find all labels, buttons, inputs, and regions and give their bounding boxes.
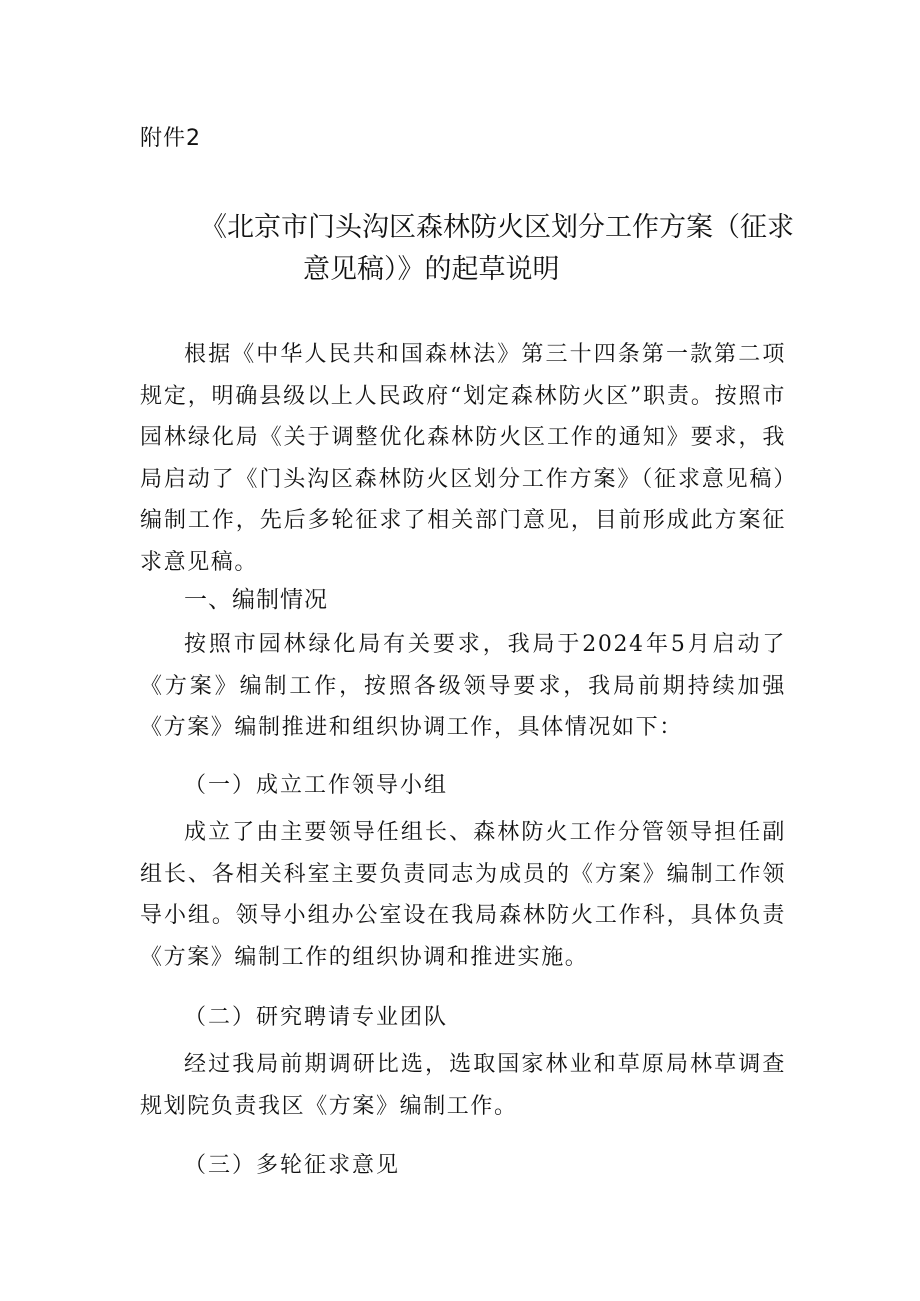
subsection-paragraph-2: 经过我局前期调研比选，选取国家林业和草原局林草调查规划院负责我区《方案》编制工作。 — [140, 1052, 786, 1119]
section-heading-compilation: 一、编制情况 — [184, 587, 328, 613]
compilation-paragraph: 按照市园林绿化局有关要求，我局于2024年5月启动了《方案》编制工作，按照各级领导要求，我局前期持续加强《方案》编制推进和组织协调工作，具体情况如下： — [140, 632, 786, 740]
subsection-heading-3: （三）多轮征求意见 — [184, 1153, 401, 1178]
attachment-label: 附件2 — [140, 126, 201, 151]
document-title-line-1: 《北京市门头沟区森林防火区划分工作方案（征求 — [200, 212, 794, 243]
subsection-heading-1: （一）成立工作领导小组 — [184, 773, 449, 798]
intro-paragraph: 根据《中华人民共和国森林法》第三十四条第一款第二项规定，明确县级以上人民政府“划定森林防火区”职责。按照市园林绿化局《关于调整优化森林防火区工作的通知》要求，我局启动了《门头沟区森林防火区划分工作方案》（征求意见稿）编制工作，先后多轮征求了相关部门意见，目前形成此方案征求意见稿。 — [140, 342, 786, 575]
subsection-heading-2: （二）研究聘请专业团队 — [184, 1005, 449, 1030]
subsection-paragraph-1: 成立了由主要领导任组长、森林防火工作分管领导担任副组长、各相关科室主要负责同志为成员的《方案》编制工作领导小组。领导小组办公室设在我局森林防火工作科，具体负责《方案》编制工作的组织协调和推进实施。 — [140, 820, 786, 970]
document-title-line-2: 意见稿）》的起草说明 — [303, 254, 560, 285]
